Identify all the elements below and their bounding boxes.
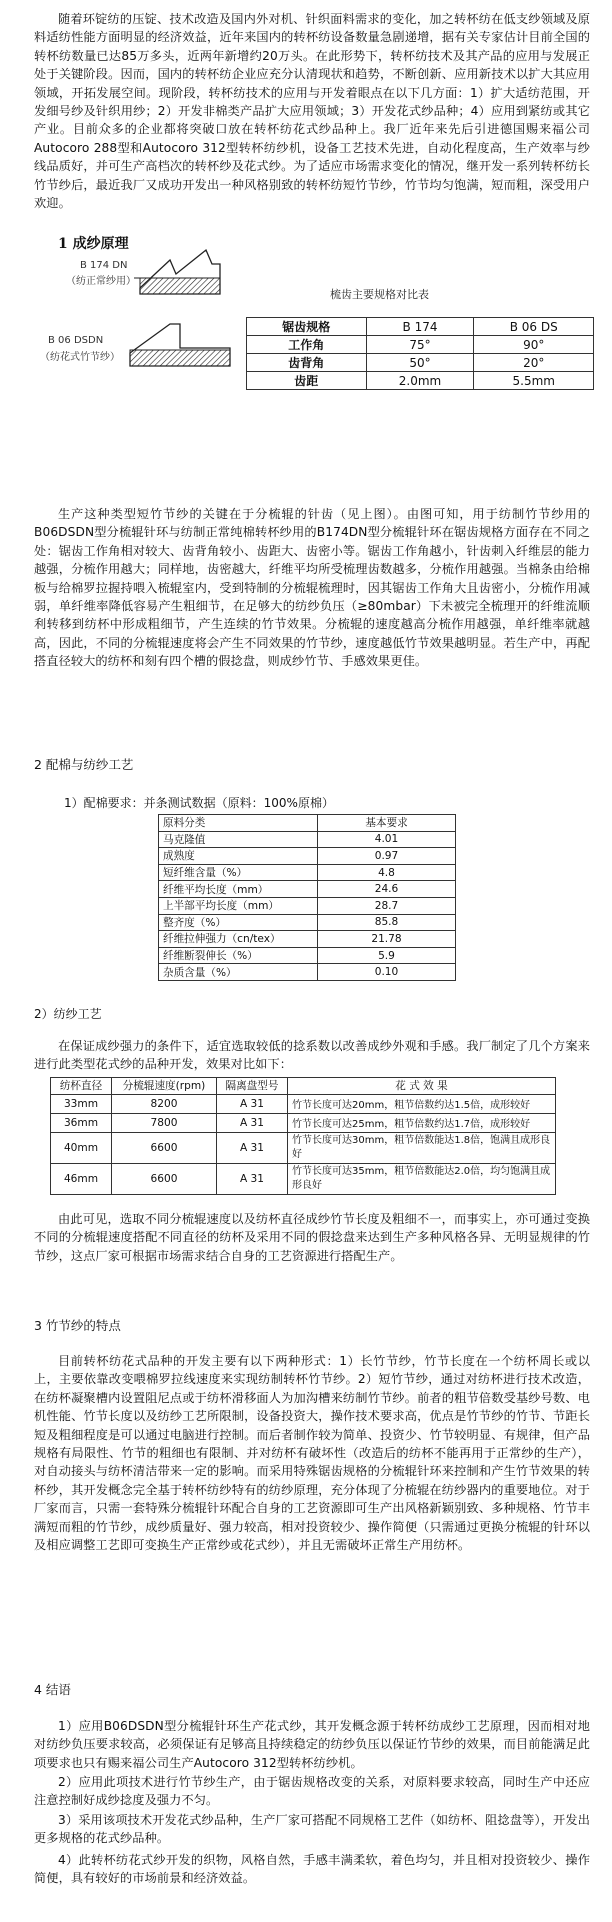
table-row xyxy=(247,354,594,372)
spec-header: B 174 xyxy=(366,318,474,336)
section2-sub1: 1）配棉要求：并条测试数据（原料：100%原棉） xyxy=(64,796,334,810)
table-row xyxy=(159,864,456,881)
table-cell: 5.9 xyxy=(318,947,456,964)
table-row xyxy=(159,964,456,981)
table-header: 隔离盘型号 xyxy=(217,1078,288,1095)
spec-label: 齿距 xyxy=(247,372,367,390)
diagram-top-label-2: （纺正常纱用） xyxy=(66,276,136,287)
table-row xyxy=(51,1113,556,1132)
table-cell: 28.7 xyxy=(318,897,456,914)
spec-header: B 06 DS xyxy=(474,318,594,336)
table-cell: 33mm xyxy=(51,1094,112,1113)
table-header: 原料分类 xyxy=(159,815,318,832)
table-cell: 24.6 xyxy=(318,881,456,898)
table-cell: 杂质含量（%） xyxy=(159,964,318,981)
table-cell: 85.8 xyxy=(318,914,456,931)
table-cell: 36mm xyxy=(51,1113,112,1132)
table-row xyxy=(159,931,456,948)
table-cell: 4.01 xyxy=(318,831,456,848)
table-header: 基本要求 xyxy=(318,815,456,832)
table-cell: 纤维平均长度（mm） xyxy=(159,881,318,898)
spec-value: 50° xyxy=(366,354,474,372)
table-cell: 上半部平均长度（mm） xyxy=(159,897,318,914)
table-cell: 竹节长度可达30mm，粗节倍数能达1.8倍，饱满且成形良好 xyxy=(288,1132,556,1163)
conclusion-item-2: 2）应用此项技术进行竹节纱生产，由于锯齿规格改变的关系，对原料要求较高，同时生产中还应注意控制好成纱捻度及强力不匀。 xyxy=(34,1775,590,1808)
table-cell: A 31 xyxy=(217,1132,288,1163)
table-row xyxy=(159,914,456,931)
table-header: 纺杯直径 xyxy=(51,1078,112,1095)
section2-conclusion-paragraph: 由此可见，选取不同分梳辊速度以及纺杯直径成纱竹节长度及粗细不一，而事实上，亦可通过变换不同的分梳辊速度搭配不同直径的纺杯及采用不同的假捻盘来达到生产多种风格各异、无明显规律的竹节纱，这点厂家可根据市场需求结合自身的工艺资源进行搭配生产。 xyxy=(34,1212,590,1263)
spec-header: 锯齿规格 xyxy=(247,318,367,336)
table-row xyxy=(159,947,456,964)
table-header: 分梳辊速度(rpm) xyxy=(112,1078,217,1095)
table-cell: 竹节长度可达25mm，粗节倍数约达1.7倍，成形较好 xyxy=(288,1113,556,1132)
cotton-spec-table xyxy=(158,814,456,981)
spec-value: 2.0mm xyxy=(366,372,474,390)
intro-paragraph: 随着环锭纺的压锭、技术改造及国内外对机、针织面料需求的变化，加之转杯纺在低支纱领域及原料适纺性能方面明显的经济效益，近年来国内的转杯纺设备数量急剧递增，据有关专家估计目前全国的转杯纺数量已达85万多头，近两年新增约20万头。在此形势下，转杯纺技术及其产品的应用与发展正处于关键阶段。因而，国内的转杯纺企业应充分认清现状和趋势，不断创新、应用新技术以扩大其应用领域，开拓发展空间。现阶段，转杯纺技术的应用与开发着眼点在以下几方面：1）扩大适纺范围，开发细号纱及针织用纱；2）开发非棉类产品扩大应用领域；3）开发花式纱品种；4）应用到紧纺或其它产业。目前众多的企业都将突破口放在转杯纺花式纱品种上。我厂近年来先后引进德国赐来福公司Autocoro 288型和Autocoro 312型转杯纺纱机，设备工艺技术先进，自动化程度高，生产效率与纱线品质好，并可生产高档次的转杯纱及花式纱。为了适应市场需求变化的情况，继开发一系列转杯纺长竹节纱后，最近我厂又成功开发出一种风格别致的转杯纺短竹节纱，竹节均匀饱满，短而粗，深受用户欢迎。 xyxy=(34,12,590,211)
section4-title: 4 结语 xyxy=(34,1682,71,1697)
spec-value: 5.5mm xyxy=(474,372,594,390)
section2-paragraph: 在保证成纱强力的条件下，适宜选取较低的捻系数以改善成纱外观和手感。我厂制定了几个方案来进行此类型花式纱的品种开发，效果对比如下： xyxy=(34,1039,590,1072)
table-cell: 6600 xyxy=(112,1163,217,1194)
table-cell: 纤维断裂伸长（%） xyxy=(159,947,318,964)
b174-sawtooth-shape xyxy=(134,250,220,294)
conclusion-item-3: 3）采用该项技术开发花式纱品种，生产厂家可搭配不同规格工艺件（如纺杯、阻捻盘等），开发出更多规格的花式纱品种。 xyxy=(34,1813,590,1846)
table-cell: 0.97 xyxy=(318,848,456,865)
table-header: 花 式 效 果 xyxy=(288,1078,556,1095)
spec-value: 20° xyxy=(474,354,594,372)
table-row xyxy=(51,1078,556,1095)
table-cell: 40mm xyxy=(51,1132,112,1163)
table-cell: 8200 xyxy=(112,1094,217,1113)
table-cell: 成熟度 xyxy=(159,848,318,865)
table-row xyxy=(159,848,456,865)
diagram-bottom-label-1: B 06 DSDN xyxy=(48,335,104,346)
table-cell: A 31 xyxy=(217,1094,288,1113)
table-cell: 竹节长度可达20mm，粗节倍数约达1.5倍，成形较好 xyxy=(288,1094,556,1113)
table-cell: A 31 xyxy=(217,1163,288,1194)
spec-label: 工作角 xyxy=(247,336,367,354)
section1-title: 1 成纱原理 xyxy=(58,236,129,252)
table-cell: 21.78 xyxy=(318,931,456,948)
section3-title: 3 竹节纱的特点 xyxy=(34,1318,121,1333)
table-cell: 4.8 xyxy=(318,864,456,881)
table-row xyxy=(159,815,456,832)
table-row xyxy=(159,881,456,898)
table-row xyxy=(159,897,456,914)
table-cell: 整齐度（%） xyxy=(159,914,318,931)
b06-sawtooth-shape xyxy=(130,324,230,366)
diagram-top-label-1: B 174 DN xyxy=(80,260,128,271)
table-row xyxy=(247,372,594,390)
table-row xyxy=(247,336,594,354)
table-row xyxy=(247,318,594,336)
table-row xyxy=(51,1132,556,1163)
table-cell: 纤维拉伸强力（cn/tex） xyxy=(159,931,318,948)
diagram-bottom-label-2: （纺花式竹节纱） xyxy=(40,352,120,363)
table-cell: 0.10 xyxy=(318,964,456,981)
section1-paragraph: 生产这种类型短竹节纱的关键在于分梳辊的针齿（见上图）。由图可知，用于纺制竹节纱用的B06DSDN型分梳辊针环与纺制正常纯棉转杯纱用的B174DN型分梳辊针环在锯齿规格方面存在不同之处：锯齿工作角相对较大、齿背角较小、齿距大、齿密小等。锯齿工作角越小，针齿刺入纤维层的能力越强，分梳作用越大；同样地，齿密越大，纤维平均所受梳理齿数越多，分梳作用越强。当棉条由给棉板与给棉罗拉握持喂入梳辊室内，受到特制的分梳辊梳理时，因其锯齿工作角大且齿密小，分梳作用减弱，单纤维率降低容易产生粗细节，在足够大的纺纱负压（≥80mbar）下未被完全梳理开的纤维流顺利转移到纺杯中形成粗细节，产生连续的竹节效果。分梳辊的速度越高分梳作用越强，单纤维率就越高，因此，不同的分梳辊速度将会产生不同效果的竹节纱，速度越低竹节效果越明显。若生产中，再配搭直径较大的纺杯和刻有四个槽的假捻盘，则成纱竹节、手感效果更佳。 xyxy=(34,507,590,669)
section3-paragraph: 目前转杯纺花式品种的开发主要有以下两种形式：1）长竹节纱，竹节长度在一个纺杯周长或以上，主要依靠改变喂棉罗拉线速度来实现纺制转杯竹节纱。2）短竹节纱，通过对纺杯进行技术改造，在纺杯凝聚槽内设置阻尼点或于纺杯滑移面人为加沟槽来纺制竹节纱。前者的粗节倍数受基纱号数、电机性能、竹节长度以及纺纱工艺所限制，设备投资大，操作技术要求高，优点是竹节纱的竹节、节距长短及粗细程度是可以通过电脑进行控制。而后者制作较为简单、投资少、竹节较明显、有规律，但产品规格有局限性、竹节的粗细也有限制、并对纺杯有破坏性（改造后的纺杯不能再用于正常纱的生产），对自动接头与纺杯清洁带来一定的影响。而采用特殊锯齿规格的分梳辊针环来控制和产生竹节效果的转杯纱，其开发概念完全基于转杯纺纱特有的纺纱原理，充分体现了分梳辊在纺纱器内的重要地位。对于厂家而言，只需一套特殊分梳辊针环配合自身的工艺资源即可生产出风格新颖别致、多种规格、竹节丰满短而粗的竹节纱，成纱质量好、强力较高，相对投资较少、操作简便（只需通过更换分梳辊的针环以及相应调整工艺即可变换生产正常纱或花式纱），并且无需破坏正常生产用纺杯。 xyxy=(34,1354,590,1553)
table-cell: 6600 xyxy=(112,1132,217,1163)
diagram-caption: 梳齿主要规格对比表 xyxy=(330,288,429,301)
conclusion-item-1: 1）应用B06DSDN型分梳辊针环生产花式纱，其开发概念源于转杯纺成纱工艺原理，因而相对地对纺纱负压要求较高，必须保证有足够高且持续稳定的纺纱负压以保证竹节纱的效果，而目前能满足此项要求也只有赐来福公司生产Autocoro 312型转杯纺纱机。 xyxy=(34,1719,590,1770)
table-cell: 短纤维含量（%） xyxy=(159,864,318,881)
spec-value: 90° xyxy=(474,336,594,354)
tooth-spec-table xyxy=(246,317,594,390)
table-row xyxy=(159,831,456,848)
table-cell: A 31 xyxy=(217,1113,288,1132)
spinning-process-table xyxy=(50,1077,556,1195)
spec-label: 齿背角 xyxy=(247,354,367,372)
conclusion-item-4: 4）此转杯纺花式纱开发的织物，风格自然，手感丰满柔软，着色均匀，并且相对投资较少、操作简便，具有较好的市场前景和经济效益。 xyxy=(34,1853,590,1886)
table-row xyxy=(51,1094,556,1113)
table-row xyxy=(51,1163,556,1194)
table-cell: 马克隆值 xyxy=(159,831,318,848)
table-cell: 竹节长度可达35mm，粗节倍数能达2.0倍，均匀饱满且成形良好 xyxy=(288,1163,556,1194)
table-cell: 7800 xyxy=(112,1113,217,1132)
section2-title: 2 配棉与纺纱工艺 xyxy=(34,757,134,772)
section2-sub2: 2）纺纱工艺 xyxy=(34,1007,102,1021)
spec-value: 75° xyxy=(366,336,474,354)
table-cell: 46mm xyxy=(51,1163,112,1194)
